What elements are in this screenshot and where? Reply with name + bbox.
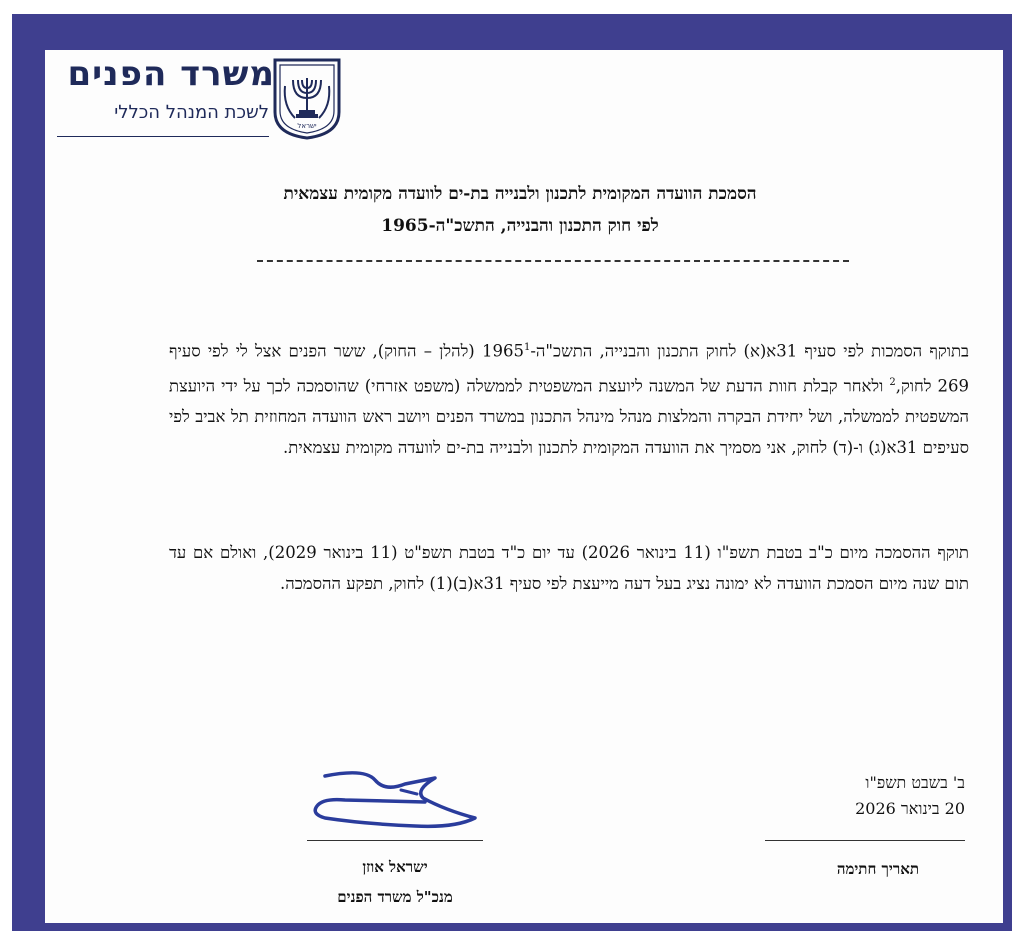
document-title: הסמכת הוועדה המקומית לתכנון ולבנייה בת-ים לוועדה מקומית עצמאית bbox=[283, 184, 757, 204]
footnote-marker-1: 1 bbox=[523, 342, 531, 353]
letterhead-divider bbox=[57, 136, 269, 137]
signature-date bbox=[855, 770, 965, 822]
date-caption: תאריך חתימה bbox=[836, 860, 919, 878]
emblem-caption: ישראל bbox=[297, 122, 317, 130]
document-page bbox=[45, 50, 1003, 923]
p1-text-b: (להלן – החוק), ששר הפנים אצל לי לפי סעיף 269 לחוק, bbox=[169, 341, 969, 395]
ministry-name: משרד הפנים bbox=[67, 54, 275, 94]
p1-text-c: ולאחר קבלת חוות הדעת של המשנה ליועצת המשפטית לממשלה (משפט אזרחי) שהוסמכה לכך על ידי היועצת המשפטית לממשלה, ושל יחידת הבקרה והמלצות מנהל מינהל התכנון במשרד הפנים ויושב ראש הוועדה המחוזית תל אביב לפי סעיפים 31א(ג) ו-(ד) לחוק, אני מסמיך את הוועדה המקומית לתכנון ולבנייה בת-ים לוועדה מקומית עצמאית. bbox=[169, 376, 969, 457]
title-divider bbox=[257, 260, 849, 262]
page-frame bbox=[12, 14, 1012, 931]
date-hebrew: ב' בשבט תשפ"ו bbox=[865, 773, 965, 792]
office-name: לשכת המנהל הכללי bbox=[114, 102, 269, 123]
signer-title: מנכ"ל משרד הפנים bbox=[337, 888, 453, 906]
document-subtitle: לפי חוק התכנון והבנייה, התשכ"ה-1965 bbox=[381, 216, 659, 236]
body-paragraph-1 bbox=[169, 332, 969, 463]
date-gregorian: 20 בינואר 2026 bbox=[855, 799, 965, 818]
signature-line bbox=[307, 840, 483, 841]
body-paragraph-2: תוקף ההסמכה מיום כ"ב בטבת תשפ"ו (11 בינואר 2026) עד יום כ"ד בטבת תשפ"ט (11 בינואר 2029), ואולם אם עד תום שנה מיום הסמכת הוועדה לא ימונה נציג בעל דעה מייעצת לפי סעיף 31א(ב)(1) לחוק, תפקע ההסמכה. bbox=[169, 543, 969, 593]
p1-text-a: בתוקף הסמכות לפי סעיף 31א(א) לחוק התכנון והבנייה, התשכ"ה-1965 bbox=[481, 341, 969, 361]
footnote-marker-2: 2 bbox=[889, 376, 896, 388]
signer-name: ישראל אוזן bbox=[362, 858, 428, 876]
date-line bbox=[765, 840, 965, 841]
handwritten-signature bbox=[305, 762, 485, 842]
state-emblem-icon bbox=[271, 56, 343, 140]
